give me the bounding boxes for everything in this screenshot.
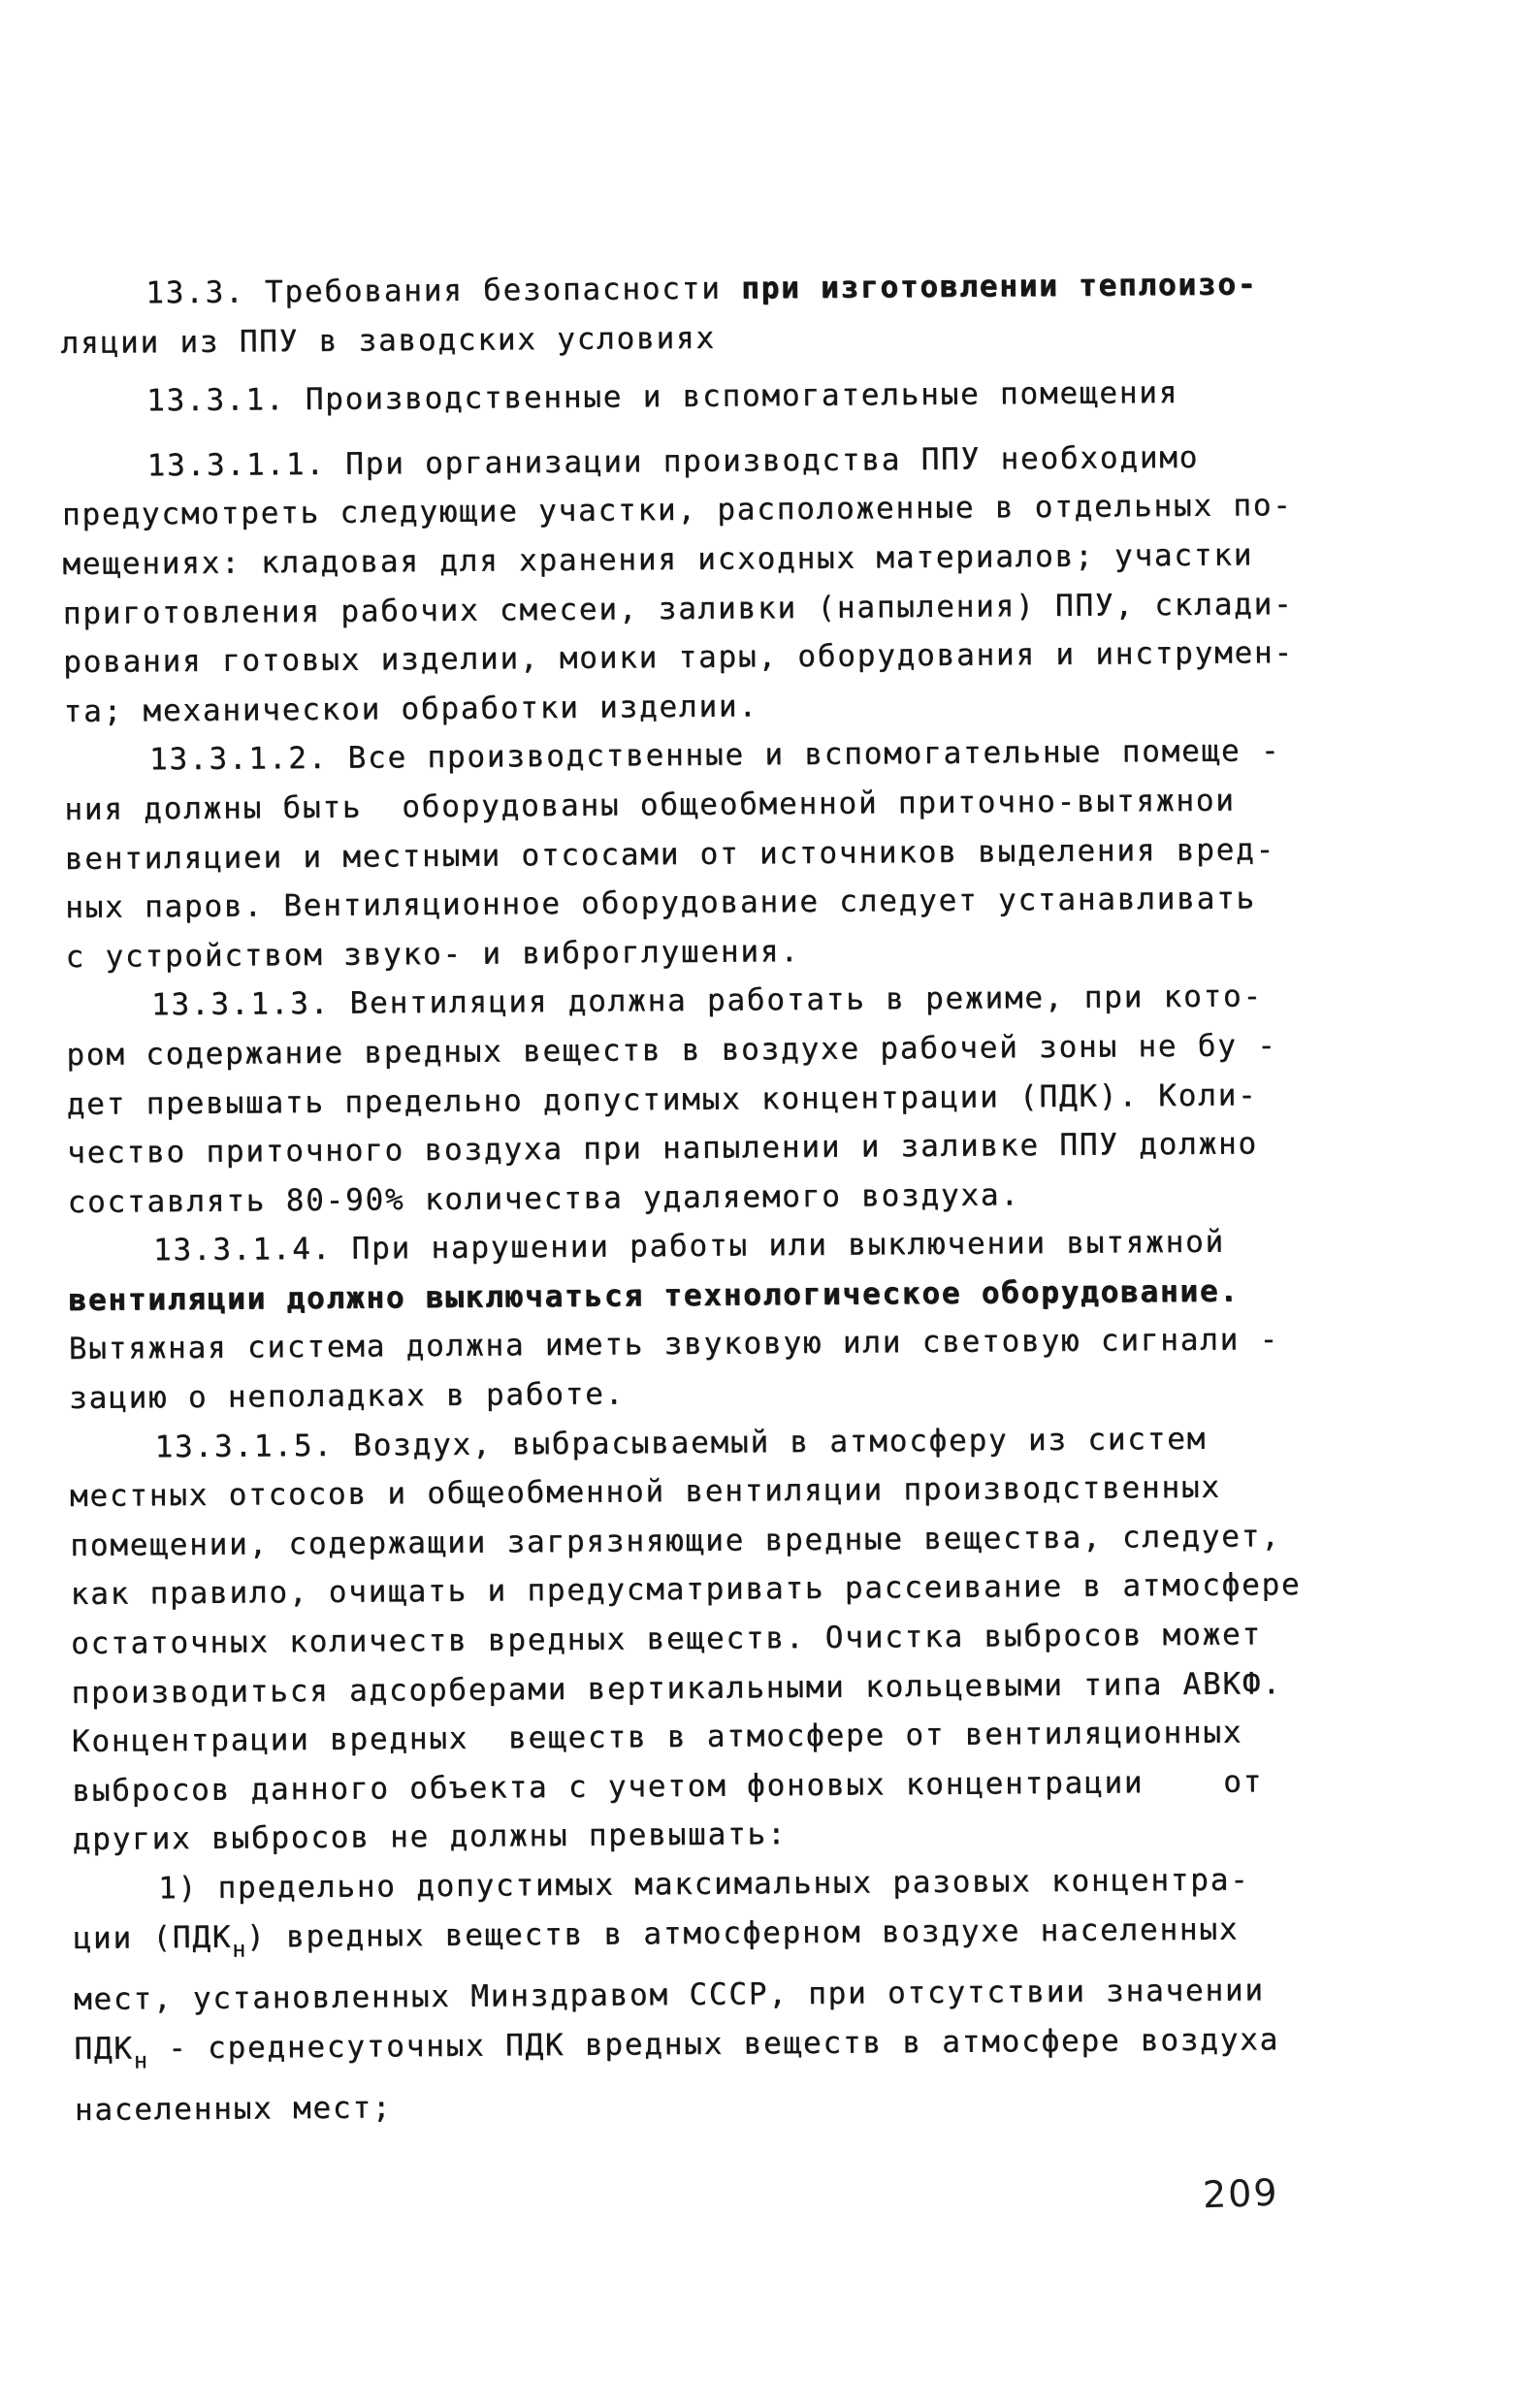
text-segment: 1) предельно допустимых максимальных разовых концентра- <box>157 1862 1250 1907</box>
text-line <box>67 1119 1328 1178</box>
text-segment: как правило, очищать и предусматривать рассеивание в атмосфере <box>70 1567 1302 1613</box>
text-segment: Концентрации вредных веществ в атмосфере от вентиляционных <box>71 1715 1243 1760</box>
text-segment: 13.3.1.2. Все производственные и вспомогательные помеще - <box>148 733 1281 778</box>
text-segment: населенных мест; <box>74 2090 393 2129</box>
text-segment: вентиляции должно выключаться технологическое оборудование. <box>68 1273 1240 1318</box>
text-segment: 13.3. Требования безопасности <box>145 271 742 311</box>
text-segment: ных паров. Вентиляционное оборудование следует устанавливать <box>65 881 1257 926</box>
text-segment: производиться адсорберами вертикальными кольцевыми типа АВКФ. <box>71 1665 1282 1711</box>
text-segment: с устройством звуко- и виброглушения. <box>65 933 800 975</box>
text-line <box>65 874 1326 933</box>
text-segment: ПДК <box>74 2031 134 2067</box>
text-line <box>69 1315 1330 1374</box>
document-text <box>60 260 1336 2135</box>
text-line <box>72 1757 1333 1816</box>
text-segment: ром содержание вредных веществ в воздухе рабочей зоны не бу - <box>66 1028 1277 1073</box>
text-segment: местных отсосов и общеобменной вентиляции производственных <box>69 1469 1221 1515</box>
text-line <box>63 628 1324 688</box>
text-segment: 13.3.1.3. Вентиляция должна работать в режиме, при кото- <box>150 979 1264 1023</box>
text-line <box>60 308 1321 368</box>
text-segment: выбросов данного объекта с учетом фоновых концентрации от <box>72 1764 1264 1809</box>
text-segment: зацию о неполадках в работе. <box>69 1376 626 1417</box>
text-segment: других выбросов не должны превышать: <box>72 1816 788 1858</box>
subscript-text: н <box>133 2048 148 2074</box>
text-segment: мещениях: кладовая для хранения исходных материалов; участки <box>62 537 1254 582</box>
text-segment: ляции из ППУ в заводских условиях <box>60 320 717 361</box>
text-segment: 13.3.1. Производственные и вспомогательные помещения <box>145 375 1179 419</box>
text-segment: при изготовлении теплоизо- <box>740 267 1258 306</box>
text-line <box>73 1904 1334 1975</box>
text-segment: 13.3.1.5. Воздух, выбрасываемый в атмосферу из систем <box>154 1421 1208 1464</box>
text-segment: рования готовых изделии, моики тары, оборудования и инструмен- <box>63 635 1295 681</box>
text-segment: предусмотреть следующие участки, расположенные в отдельных по- <box>61 488 1293 533</box>
text-segment: 13.3.1.1. При организации производства ППУ необходимо <box>146 439 1200 484</box>
text-segment: - среднесуточных ПДК вредных веществ в атмосфере воздуха <box>147 2021 1280 2067</box>
text-line <box>74 2015 1335 2087</box>
text-line <box>60 260 1321 319</box>
text-segment: 13.3.1.4. При нарушении работы или выключении вытяжной <box>152 1224 1226 1268</box>
text-segment: чество приточного воздуха при напылении и заливке ППУ должно <box>67 1126 1259 1172</box>
text-segment: ции (ПДК <box>73 1919 233 1956</box>
text-segment: Вытяжная система должна иметь звуковую или световую сигнали - <box>68 1322 1280 1367</box>
text-segment: ния должны быть оборудованы общеобменной приточно-вытяжнои <box>64 783 1236 827</box>
text-segment: дет превышать предельно допустимых концентрации (ПДК). Коли- <box>66 1076 1258 1122</box>
text-line <box>75 2076 1336 2135</box>
text-segment: та; механическои обработки изделии. <box>63 689 758 729</box>
text-segment: остаточных количеств вредных веществ. Очистка выбросов может <box>70 1617 1263 1661</box>
text-segment: составлять 80-90% количества удаляемого воздуха. <box>67 1176 1020 1220</box>
text-segment: приготовления рабочих смесеи, заливки (напыления) ППУ, склади- <box>62 586 1294 631</box>
subscript-text: н <box>232 1937 247 1963</box>
text-line <box>61 368 1322 427</box>
page-number: 209 <box>1202 2170 1280 2217</box>
text-segment: вентиляциеи и местными отсосами от источников выделения вред- <box>64 831 1276 877</box>
text-segment: помещении, содержащии загрязняющие вредные вещества, следует, <box>70 1518 1281 1563</box>
text-segment: ) вредных веществ в атмосферном воздухе населенных <box>245 1911 1240 1955</box>
text-segment: мест, установленных Минздравом СССР, при отсутствии значении <box>73 1973 1265 2018</box>
